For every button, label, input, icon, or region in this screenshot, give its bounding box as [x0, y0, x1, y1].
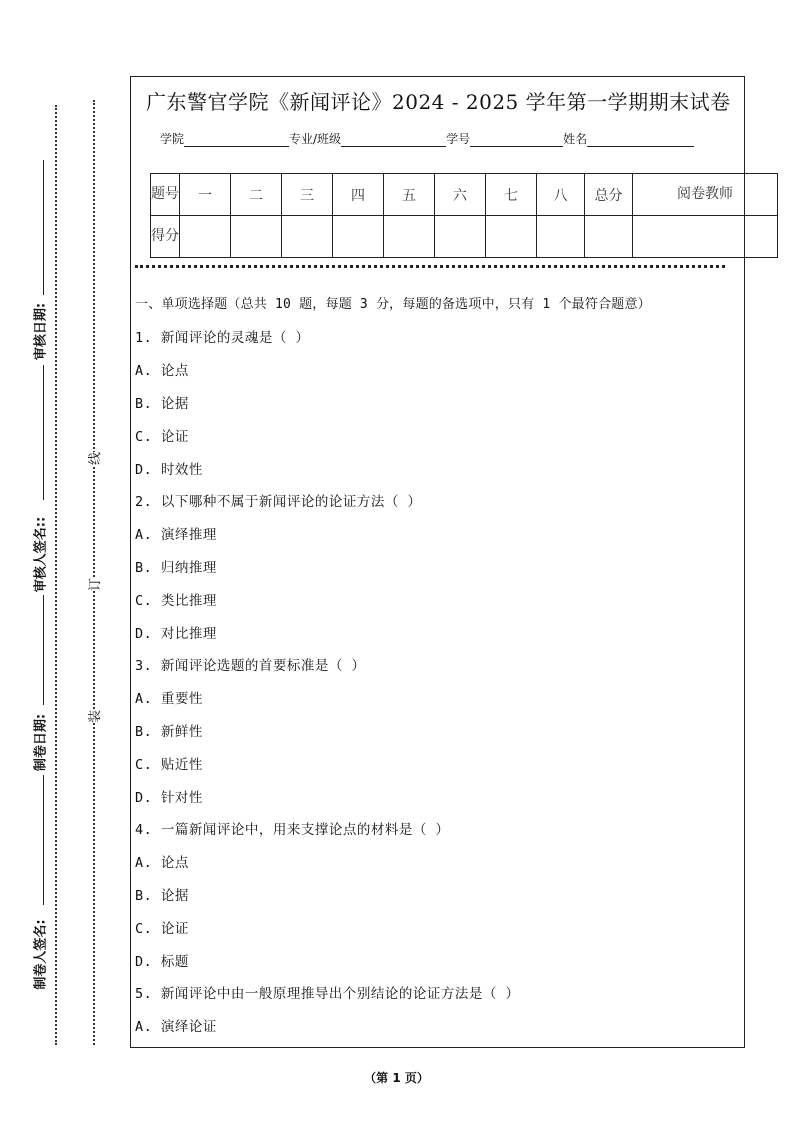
maker-date-label: 制卷日期:: [33, 713, 49, 772]
column-header: 八: [537, 174, 585, 216]
score-cell[interactable]: [180, 216, 231, 258]
question-option: C. 贴近性: [135, 757, 203, 773]
dotted-divider: [135, 265, 725, 268]
question-stem: 4. 一篇新闻评论中，用来支撑论点的材料是（ ）: [135, 822, 450, 838]
column-header: 七: [486, 174, 537, 216]
seal-char-pack: 装: [83, 710, 104, 723]
row-label-score: 得分: [151, 216, 180, 258]
question-stem: 3. 新闻评论选题的首要标准是（ ）: [135, 658, 366, 674]
question-option: A. 演绎推理: [135, 527, 217, 543]
exam-title: 广东警官学院《新闻评论》2024 - 2025 学年第一学期期末试卷: [146, 90, 731, 114]
question-option: D. 针对性: [135, 790, 203, 806]
student-id-field[interactable]: [470, 132, 563, 147]
section-heading: 一、单项选择题（总共 10 题，每题 3 分，每题的备选项中，只有 1 个最符合题意）: [135, 297, 651, 312]
question-option: B. 论据: [135, 396, 189, 412]
question-option: C. 类比推理: [135, 593, 217, 609]
score-cell[interactable]: [486, 216, 537, 258]
reviewer-sign-label: 审核人签名::: [33, 516, 49, 593]
dotted-margin-left: [55, 105, 57, 1045]
score-cell-total[interactable]: [585, 216, 633, 258]
question-option: B. 归纳推理: [135, 560, 217, 576]
seal-char-line: 线: [83, 452, 104, 465]
margin-line-2: [43, 365, 44, 500]
maker-sign-label: 制卷人签名:: [33, 919, 49, 990]
question-option: D. 时效性: [135, 462, 203, 478]
column-header: 一: [180, 174, 231, 216]
column-header: 六: [435, 174, 486, 216]
score-cell[interactable]: [231, 216, 282, 258]
question-option: D. 标题: [135, 954, 189, 970]
major-class-label: 专业/班级: [289, 132, 342, 146]
score-table: [150, 173, 778, 258]
column-header: 四: [333, 174, 384, 216]
column-header-total: 总分: [585, 174, 633, 216]
review-date-label: 审核日期:: [33, 302, 49, 361]
question-option: D. 对比推理: [135, 626, 217, 642]
question-option: A. 重要性: [135, 691, 203, 707]
question-stem: 2. 以下哪种不属于新闻评论的论证方法（ ）: [135, 494, 422, 510]
question-stem: 1. 新闻评论的灵魂是（ ）: [135, 330, 310, 346]
name-field[interactable]: [587, 132, 694, 147]
question-option: A. 演绎论证: [135, 1019, 217, 1035]
score-table-score-row: [151, 216, 778, 258]
question-option: C. 论证: [135, 921, 189, 937]
college-field[interactable]: [184, 132, 289, 147]
dotted-margin-right: [93, 100, 95, 1045]
score-cell[interactable]: [537, 216, 585, 258]
margin-line-1: [43, 160, 44, 295]
margin-line-3: [43, 595, 44, 705]
column-header: 五: [384, 174, 435, 216]
row-label-question-no: 题号: [151, 174, 180, 216]
page-number: （第 1 页）: [364, 1071, 429, 1085]
student-id-label: 学号: [446, 132, 471, 146]
question-option: A. 论点: [135, 363, 189, 379]
question-option: C. 论证: [135, 429, 189, 445]
column-header: 二: [231, 174, 282, 216]
question-stem: 5. 新闻评论中由一般原理推导出个别结论的论证方法是（ ）: [135, 986, 520, 1002]
score-table-header-row: [151, 174, 778, 216]
score-cell[interactable]: [333, 216, 384, 258]
margin-line-4: [43, 775, 44, 905]
question-option: A. 论点: [135, 855, 189, 871]
college-label: 学院: [160, 132, 185, 146]
name-label: 姓名: [563, 132, 588, 146]
score-cell[interactable]: [282, 216, 333, 258]
question-option: B. 新鲜性: [135, 724, 203, 740]
seal-char-bind: 订: [83, 578, 104, 591]
major-class-field[interactable]: [341, 132, 446, 147]
score-cell-grader[interactable]: [633, 216, 778, 258]
student-info-row: [160, 130, 694, 147]
column-header: 三: [282, 174, 333, 216]
score-cell[interactable]: [384, 216, 435, 258]
question-option: B. 论据: [135, 888, 189, 904]
column-header-grader: 阅卷教师: [633, 174, 778, 216]
score-cell[interactable]: [435, 216, 486, 258]
